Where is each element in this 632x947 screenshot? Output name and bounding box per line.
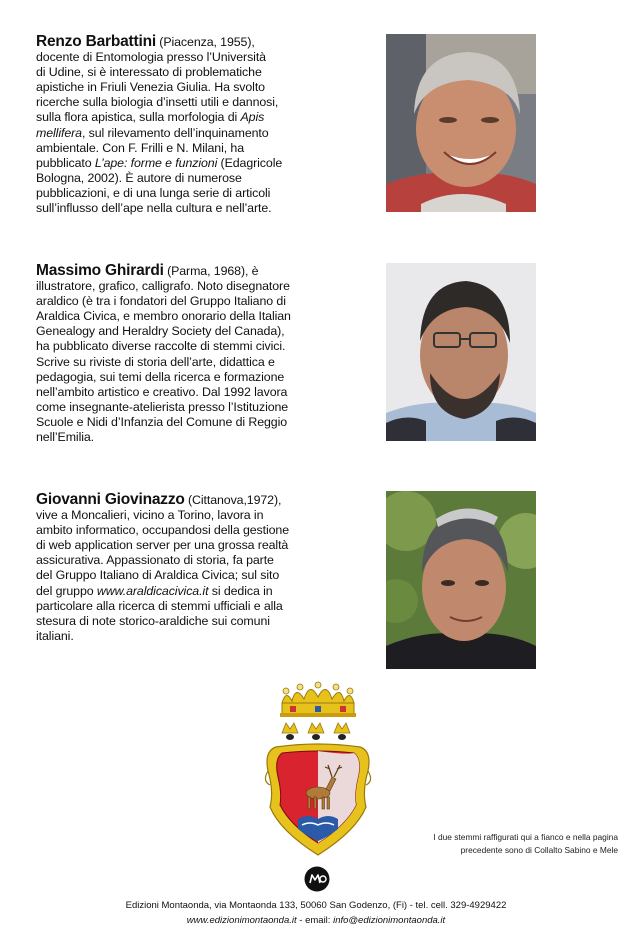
portrait-renzo-barbattini (386, 34, 536, 212)
bio-line (36, 430, 318, 445)
publisher-email[interactable]: info@edizionimontaonda.it (333, 915, 446, 926)
bio-line (36, 523, 318, 538)
portrait-giovanni-giovinazzo (386, 491, 536, 669)
text-segment: araldico (è tra i fondatori del Gruppo Italiano di (36, 294, 286, 309)
bio-line (36, 629, 318, 644)
text-segment: Genealogy and Heraldry Society del Canada), (36, 324, 285, 339)
author-name: Renzo Barbattini (36, 33, 156, 50)
bio-line (36, 141, 318, 156)
text-segment: illustratore, grafico, calligrafo. Noto disegnatore (36, 279, 290, 294)
bio-line (36, 355, 318, 370)
text-segment: italiani. (36, 628, 74, 643)
text-segment: particolare alla ricerca di stemmi ufficiali e alla (36, 598, 283, 613)
crest-caption (318, 831, 618, 857)
author-origin: (Cittanova,1972), (187, 493, 282, 507)
bio-line (36, 279, 318, 294)
bio-line (36, 80, 318, 95)
text-segment: ha pubblicato diverse raccolte di stemmi civici. (36, 339, 286, 354)
author-origin: (Piacenza, 1955), (159, 35, 255, 49)
italic-text: mellifera (36, 125, 82, 140)
publisher-footer (0, 898, 632, 928)
email-prefix: - email: (296, 915, 334, 926)
bio-line (36, 95, 318, 110)
caption-line-1: I due stemmi raffigurati qui a fianco e nella pagina (433, 832, 618, 842)
text-segment: , sul rilevamento dell’inquinamento (81, 125, 269, 140)
caption-line-2: precedente sono di Collalto Sabino e Mele (460, 845, 618, 855)
bio-line (36, 538, 318, 553)
text-segment: pubblicato (36, 155, 95, 170)
bio-line (36, 568, 318, 583)
text-segment: nell’Emilia. (36, 430, 95, 445)
bio-line (36, 65, 318, 80)
bio-giovanni-giovinazzo (36, 492, 318, 644)
bio-line (36, 339, 318, 354)
author-name: Massimo Ghirardi (36, 262, 164, 279)
text-segment: assicurativa. Appassionato di storia, fa parte (36, 553, 274, 568)
bio-line (36, 126, 318, 141)
bio-line (36, 294, 318, 309)
author-bio-text (36, 50, 318, 216)
text-segment: ambientale. Con F. Frilli e N. Milani, ha (36, 140, 244, 155)
bio-line (36, 400, 318, 415)
text-segment: del Gruppo Italiano di Araldica Civica; sul sito (36, 568, 280, 583)
text-segment: Araldica Civica, e membro onorario della Italian (36, 309, 291, 324)
italic-text: Apis (240, 110, 265, 125)
author-origin: (Parma, 1968), è (167, 264, 259, 278)
bio-line (36, 201, 318, 216)
bio-line (36, 186, 318, 201)
text-segment: si dedica in (208, 583, 273, 598)
bio-line (36, 156, 318, 171)
text-segment: pubblicazioni, e di una lunga serie di articoli (36, 185, 271, 200)
montaonda-logo-icon (304, 866, 330, 892)
text-segment: ambito informatico, occupandosi della gestione (36, 523, 290, 538)
italic-text: L’ape: forme e funzioni (94, 155, 218, 170)
text-segment: come insegnante-atelierista presso l’Istituzione (36, 399, 289, 414)
text-segment: stesura di note storico-araldiche sui comuni (36, 613, 270, 628)
bio-line (36, 370, 318, 385)
text-segment: nell’ambito artistico e creativo. Dal 1992 lavora (36, 384, 288, 399)
publisher-contacts (0, 913, 632, 928)
author-bio-text (36, 279, 318, 445)
text-segment: Scuole e Nidi d’Infanzia del Comune di Reggio (36, 414, 288, 429)
bio-line (36, 309, 318, 324)
text-segment: vive a Moncalieri, vicino a Torino, lavora in (36, 508, 264, 523)
text-segment: Scrive su riviste di storia dell’arte, didattica e (36, 354, 275, 369)
bio-line (36, 584, 318, 599)
text-segment: docente di Entomologia presso l’Università (36, 50, 266, 65)
bio-line (36, 553, 318, 568)
bio-line (36, 50, 318, 65)
bio-line (36, 385, 318, 400)
bio-massimo-ghirardi (36, 263, 318, 445)
publisher-website[interactable]: www.edizionimontaonda.it (186, 915, 297, 926)
text-segment: del gruppo (36, 583, 97, 598)
text-segment: ricerche sulla biologia d’insetti utili e dannosi, (36, 95, 279, 110)
text-segment: Bologna, 2002). È autore di numerose (36, 170, 242, 185)
bio-line (36, 415, 318, 430)
bio-line (36, 614, 318, 629)
text-segment: pedagogia, sui temi della ricerca e formazione (36, 369, 285, 384)
bio-line (36, 508, 318, 523)
text-segment: sull’influsso dell’ape nella cultura e nell’arte. (36, 201, 272, 216)
bio-line (36, 110, 318, 125)
publisher-address: Edizioni Montaonda, via Montaonda 133, 50060 San Godenzo, (Fi) - tel. cell. 329-4929422 (125, 900, 507, 911)
italic-text: www.araldicacivica.it (96, 583, 209, 598)
portrait-massimo-ghirardi (386, 263, 536, 441)
text-segment: di Udine, si è interessato di problematiche (36, 65, 262, 80)
text-segment: (Edagricole (217, 155, 283, 170)
text-segment: sulla flora apistica, sulla morfologia di (36, 110, 241, 125)
author-name: Giovanni Giovinazzo (36, 491, 185, 508)
text-segment: di web application server per una grossa realtà (36, 538, 289, 553)
bio-renzo-barbattini (36, 34, 318, 216)
bio-line (36, 324, 318, 339)
author-bio-text (36, 508, 318, 644)
bio-line (36, 171, 318, 186)
text-segment: apistiche in Friuli Venezia Giulia. Ha svolto (36, 80, 265, 95)
bio-line (36, 599, 318, 614)
